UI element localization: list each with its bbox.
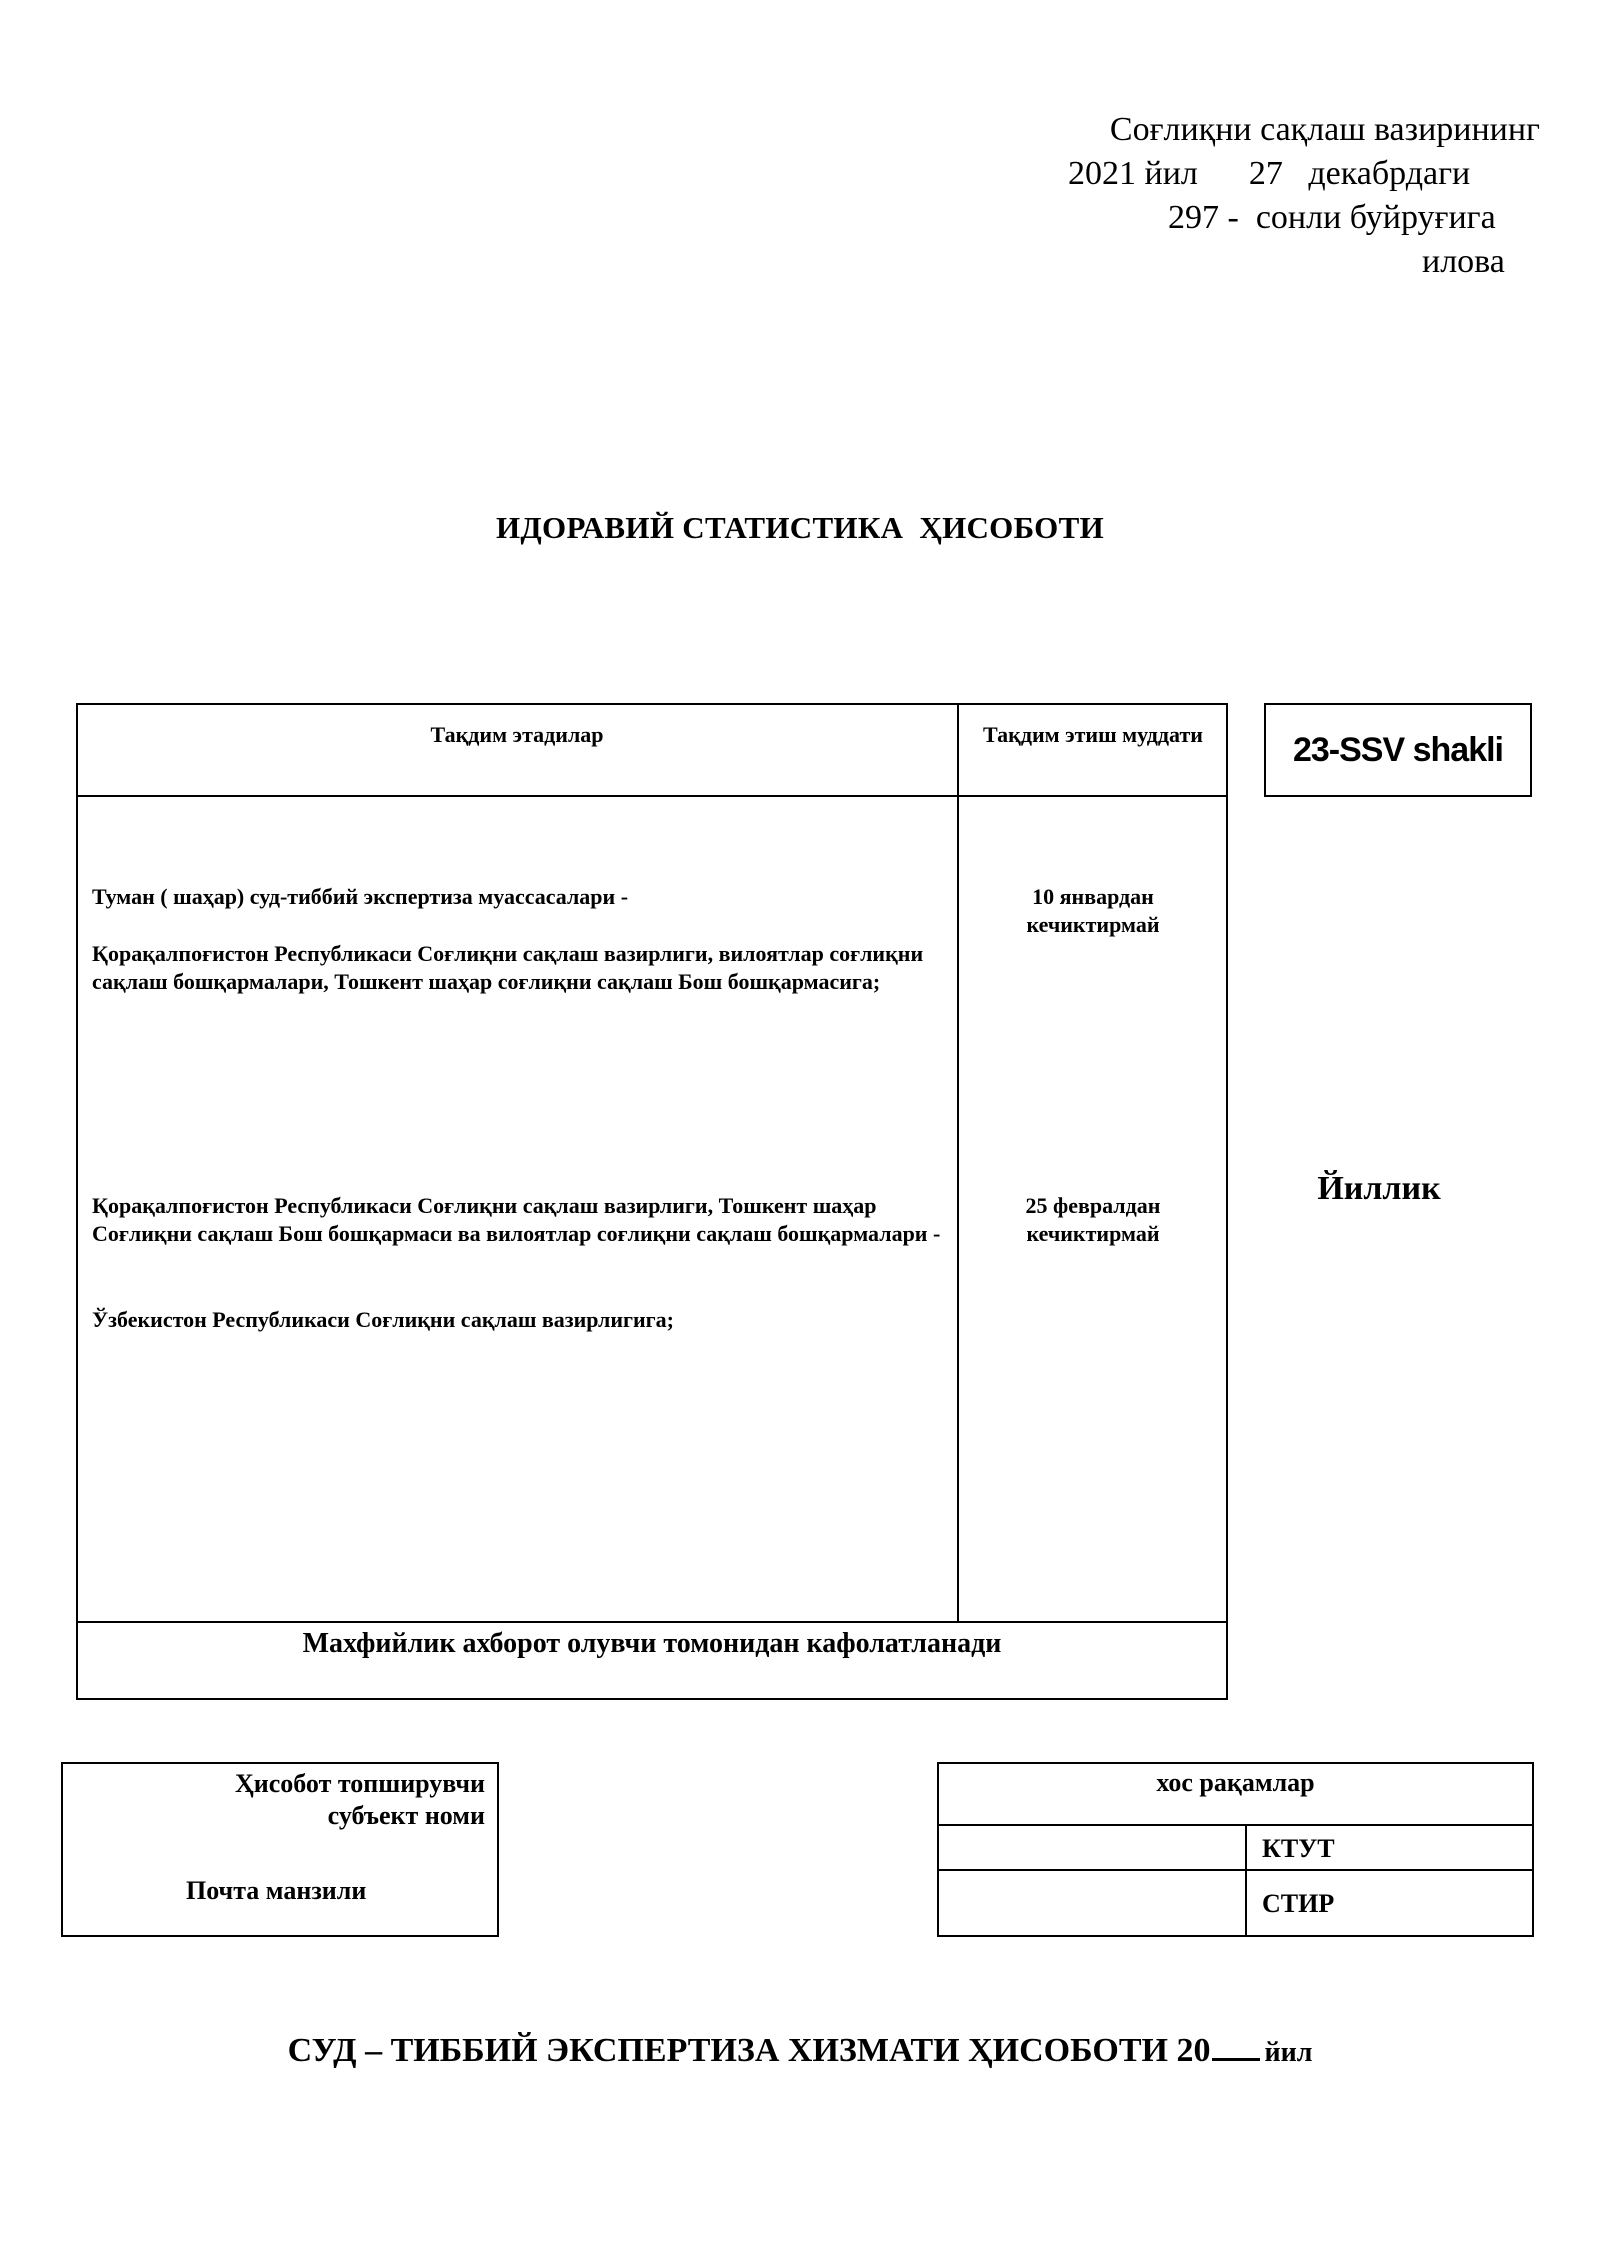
codes-row-divider: [937, 1869, 1534, 1871]
reporter-name-label-line-2: субъект номи: [327, 1801, 485, 1830]
stir-label: СТИР: [1262, 1889, 1335, 1918]
report-title-suffix: йил: [1264, 2037, 1313, 2068]
codes-header: хос рақамлар: [1156, 1768, 1315, 1797]
row-1-deadline-note: кечиктирмай: [1026, 912, 1160, 937]
row-2-recipient: Ўзбекистон Республикаси Соғлиқни сақлаш вазирлигига;: [92, 1307, 674, 1332]
codes-header-divider: [937, 1824, 1534, 1826]
column-header-deadline: Тақдим этиш муддати: [983, 722, 1203, 747]
ktut-label: КТУТ: [1262, 1834, 1335, 1863]
form-code-box: [1264, 703, 1532, 797]
postal-address-label: Почта манзили: [186, 1876, 367, 1905]
row-1-submitter: Туман ( шаҳар) суд-тиббий экспертиза муассасалари -: [92, 884, 629, 909]
confidentiality-note: Махфийлик ахборот олувчи томонидан кафолатланади: [302, 1628, 1002, 1659]
order-reference-line-4: илова: [1422, 243, 1505, 280]
reporter-name-label-line-1: Ҳисобот топширувчи: [234, 1769, 485, 1798]
table-column-divider: [957, 703, 959, 1623]
report-title: [0, 2030, 1600, 2070]
form-code-main: SSV shakli: [1339, 730, 1503, 769]
order-reference-line-1: Соғлиқни сақлаш вазирининг: [1109, 111, 1540, 148]
column-header-submitters: Тақдим этадилар: [430, 722, 604, 747]
row-2-deadline-date: 25 февралдан: [1025, 1193, 1161, 1218]
table-header-divider: [76, 795, 1228, 797]
report-title-main: СУД – ТИББИЙ ЭКСПЕРТИЗА ХИЗМАТИ ҲИСОБОТИ 20: [287, 2032, 1211, 2069]
order-reference-line-3: 297 - сонли буйруғига: [1168, 199, 1496, 236]
document-title: ИДОРАВИЙ СТАТИСТИКА ҲИСОБОТИ: [496, 510, 1104, 545]
row-2-deadline-note: кечиктирмай: [1026, 1221, 1160, 1246]
row-1-recipient: Қорақалпоғистон Республикаси Соғлиқни сақлаш вазирлиги, вилоятлар соғлиқни сақлаш бошқармалари, Тошкент шаҳар соғлиқни сақлаш Бош бошқармасига;: [92, 941, 924, 994]
table-footer-divider: [76, 1621, 1228, 1623]
order-reference-line-2: 2021 йил 27 декабрдаги: [1068, 155, 1471, 192]
report-period: Йиллик: [1317, 1170, 1441, 1207]
year-blank: [1212, 2030, 1260, 2061]
reporter-name-label: [61, 1768, 485, 1832]
row-2-submitter: Қорақалпоғистон Республикаси Соғлиқни сақлаш вазирлиги, Тошкент шаҳар Соғлиқни сақлаш Бош бошқармаси ва вилоятлар соғлиқни сақлаш бошқармалари -: [92, 1193, 941, 1246]
order-reference: [1020, 108, 1540, 284]
codes-column-divider: [1245, 1824, 1247, 1937]
form-code-prefix: 23-: [1292, 730, 1340, 769]
row-1-deadline-date: 10 январдан: [1032, 884, 1154, 909]
